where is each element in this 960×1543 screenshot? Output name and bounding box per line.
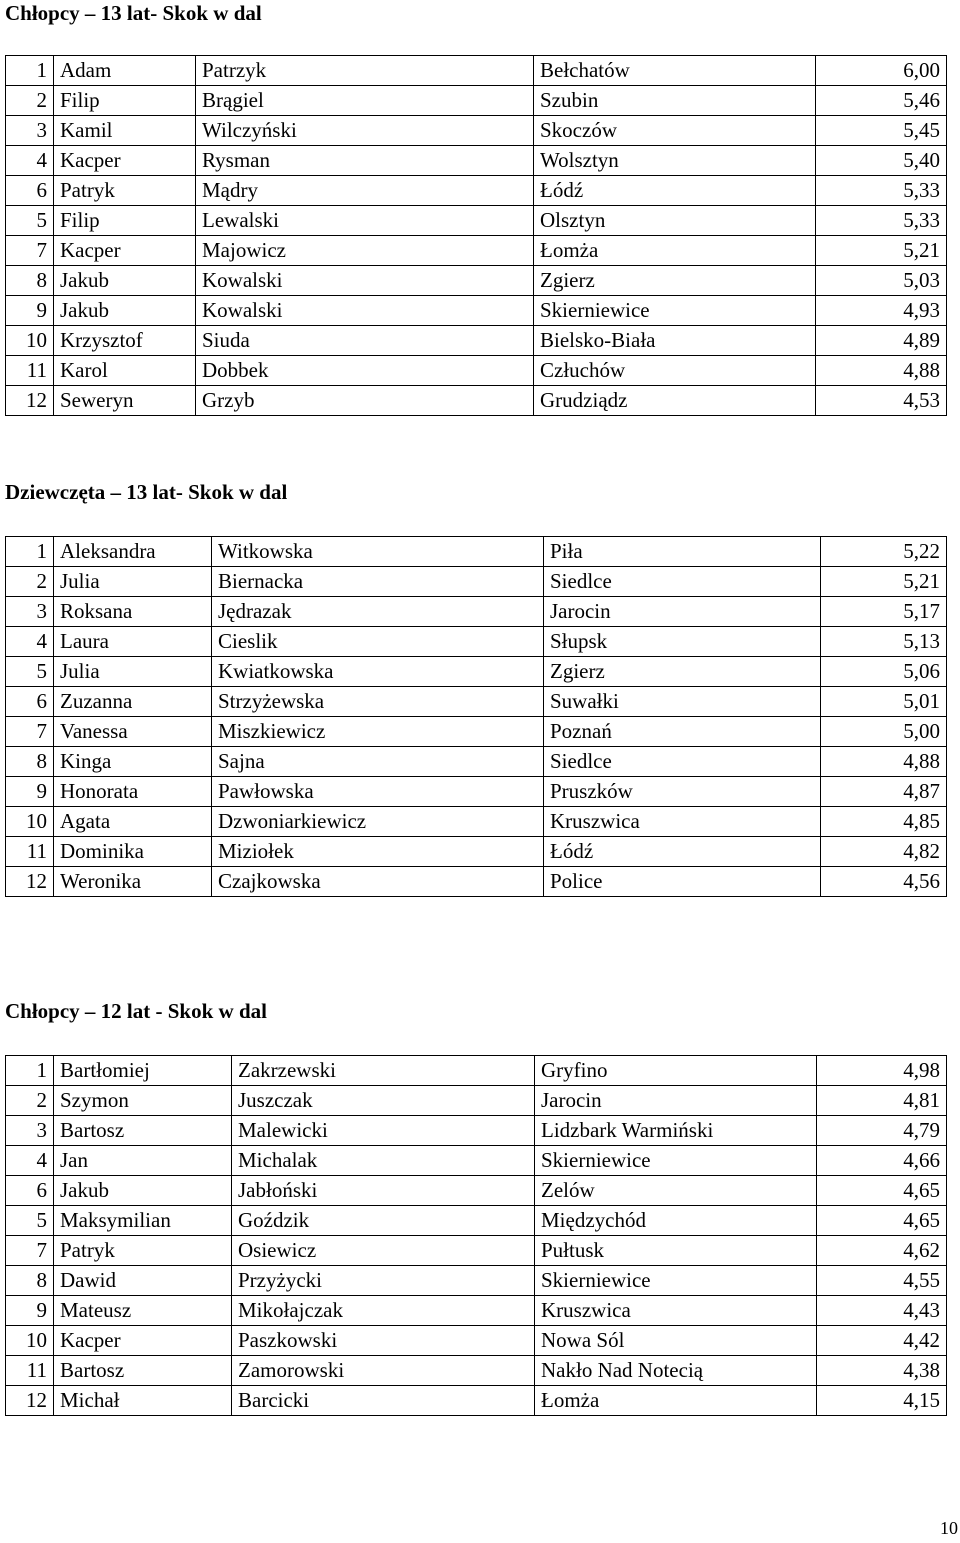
table-row (6, 837, 947, 867)
table-row (6, 657, 947, 687)
last-name-cell: Sajna (212, 747, 544, 777)
first-name-cell: Kacper (54, 236, 196, 266)
first-name-cell: Filip (54, 86, 196, 116)
section-title-boys-12: Chłopcy – 12 lat - Skok w dal (5, 999, 267, 1023)
last-name-cell: Kowalski (196, 266, 534, 296)
place-cell: 2 (6, 1086, 54, 1116)
result-cell: 4,42 (817, 1326, 947, 1356)
last-name-cell: Osiewicz (232, 1236, 535, 1266)
last-name-cell: Juszczak (232, 1086, 535, 1116)
first-name-cell: Julia (54, 567, 212, 597)
place-cell: 10 (6, 1326, 54, 1356)
place-cell: 4 (6, 627, 54, 657)
last-name-cell: Jędrazak (212, 597, 544, 627)
town-cell: Pruszków (544, 777, 821, 807)
table-row (6, 356, 947, 386)
place-cell: 8 (6, 1266, 54, 1296)
place-cell: 1 (6, 1056, 54, 1086)
result-cell: 5,03 (816, 266, 947, 296)
table-row (6, 146, 947, 176)
place-cell: 9 (6, 777, 54, 807)
place-cell: 5 (6, 1206, 54, 1236)
town-cell: Zgierz (534, 266, 816, 296)
last-name-cell: Goździk (232, 1206, 535, 1236)
first-name-cell: Patryk (54, 1236, 232, 1266)
table-row (6, 206, 947, 236)
town-cell: Olsztyn (534, 206, 816, 236)
last-name-cell: Przyżycki (232, 1266, 535, 1296)
town-cell: Suwałki (544, 687, 821, 717)
first-name-cell: Roksana (54, 597, 212, 627)
result-cell: 4,98 (817, 1056, 947, 1086)
table-row (6, 597, 947, 627)
result-cell: 4,88 (821, 747, 947, 777)
town-cell: Police (544, 867, 821, 897)
town-cell: Łódź (544, 837, 821, 867)
last-name-cell: Pawłowska (212, 777, 544, 807)
last-name-cell: Biernacka (212, 567, 544, 597)
table-row (6, 777, 947, 807)
table-row (6, 807, 947, 837)
results-table-boys-13 (5, 55, 947, 416)
table-row (6, 1386, 947, 1416)
first-name-cell: Krzysztof (54, 326, 196, 356)
result-cell: 5,22 (821, 537, 947, 567)
result-cell: 5,17 (821, 597, 947, 627)
first-name-cell: Patryk (54, 176, 196, 206)
first-name-cell: Mateusz (54, 1296, 232, 1326)
table-row (6, 116, 947, 146)
table-row (6, 176, 947, 206)
result-cell: 4,15 (817, 1386, 947, 1416)
town-cell: Słupsk (544, 627, 821, 657)
table-row (6, 1296, 947, 1326)
table-row (6, 567, 947, 597)
place-cell: 12 (6, 867, 54, 897)
last-name-cell: Lewalski (196, 206, 534, 236)
result-cell: 5,00 (821, 717, 947, 747)
first-name-cell: Laura (54, 627, 212, 657)
result-cell: 4,88 (816, 356, 947, 386)
result-cell: 5,33 (816, 206, 947, 236)
result-cell: 4,38 (817, 1356, 947, 1386)
first-name-cell: Bartosz (54, 1116, 232, 1146)
place-cell: 4 (6, 1146, 54, 1176)
last-name-cell: Kwiatkowska (212, 657, 544, 687)
last-name-cell: Zamorowski (232, 1356, 535, 1386)
place-cell: 5 (6, 657, 54, 687)
town-cell: Lidzbark Warmiński (535, 1116, 817, 1146)
section-title-girls-13: Dziewczęta – 13 lat- Skok w dal (5, 480, 288, 504)
last-name-cell: Dobbek (196, 356, 534, 386)
place-cell: 10 (6, 807, 54, 837)
table-row (6, 1326, 947, 1356)
first-name-cell: Zuzanna (54, 687, 212, 717)
table-row (6, 386, 947, 416)
table-row (6, 1206, 947, 1236)
table-row (6, 747, 947, 777)
first-name-cell: Dominika (54, 837, 212, 867)
town-cell: Międzychód (535, 1206, 817, 1236)
first-name-cell: Maksymilian (54, 1206, 232, 1236)
page-number: 10 (940, 1518, 958, 1538)
last-name-cell: Malewicki (232, 1116, 535, 1146)
table-row (6, 537, 947, 567)
results-table-body (6, 537, 947, 897)
last-name-cell: Miziołek (212, 837, 544, 867)
place-cell: 8 (6, 747, 54, 777)
first-name-cell: Bartosz (54, 1356, 232, 1386)
town-cell: Poznań (544, 717, 821, 747)
last-name-cell: Witkowska (212, 537, 544, 567)
result-cell: 5,21 (821, 567, 947, 597)
first-name-cell: Jakub (54, 1176, 232, 1206)
town-cell: Siedlce (544, 747, 821, 777)
last-name-cell: Siuda (196, 326, 534, 356)
last-name-cell: Barcicki (232, 1386, 535, 1416)
table-row (6, 86, 947, 116)
result-cell: 4,56 (821, 867, 947, 897)
town-cell: Bielsko-Biała (534, 326, 816, 356)
table-row (6, 1086, 947, 1116)
first-name-cell: Kamil (54, 116, 196, 146)
first-name-cell: Seweryn (54, 386, 196, 416)
place-cell: 11 (6, 356, 54, 386)
place-cell: 3 (6, 597, 54, 627)
result-cell: 4,62 (817, 1236, 947, 1266)
place-cell: 7 (6, 236, 54, 266)
first-name-cell: Bartłomiej (54, 1056, 232, 1086)
table-row (6, 1176, 947, 1206)
place-cell: 11 (6, 837, 54, 867)
first-name-cell: Michał (54, 1386, 232, 1416)
first-name-cell: Julia (54, 657, 212, 687)
place-cell: 3 (6, 1116, 54, 1146)
result-cell: 4,82 (821, 837, 947, 867)
place-cell: 1 (6, 56, 54, 86)
first-name-cell: Dawid (54, 1266, 232, 1296)
first-name-cell: Jan (54, 1146, 232, 1176)
results-table-girls-13 (5, 536, 947, 897)
results-table-boys-12 (5, 1055, 947, 1416)
place-cell: 8 (6, 266, 54, 296)
town-cell: Nowa Sól (535, 1326, 817, 1356)
first-name-cell: Kacper (54, 146, 196, 176)
place-cell: 2 (6, 567, 54, 597)
last-name-cell: Zakrzewski (232, 1056, 535, 1086)
place-cell: 2 (6, 86, 54, 116)
result-cell: 5,33 (816, 176, 947, 206)
place-cell: 12 (6, 386, 54, 416)
table-row (6, 867, 947, 897)
last-name-cell: Jabłoński (232, 1176, 535, 1206)
place-cell: 6 (6, 176, 54, 206)
result-cell: 4,66 (817, 1146, 947, 1176)
first-name-cell: Weronika (54, 867, 212, 897)
table-row (6, 1356, 947, 1386)
town-cell: Grudziądz (534, 386, 816, 416)
town-cell: Skierniewice (535, 1146, 817, 1176)
last-name-cell: Mądry (196, 176, 534, 206)
table-row (6, 687, 947, 717)
town-cell: Łomża (534, 236, 816, 266)
result-cell: 4,43 (817, 1296, 947, 1326)
place-cell: 9 (6, 296, 54, 326)
table-row (6, 296, 947, 326)
place-cell: 1 (6, 537, 54, 567)
results-table-body (6, 56, 947, 416)
last-name-cell: Kowalski (196, 296, 534, 326)
town-cell: Zelów (535, 1176, 817, 1206)
result-cell: 5,21 (816, 236, 947, 266)
result-cell: 6,00 (816, 56, 947, 86)
town-cell: Łomża (535, 1386, 817, 1416)
place-cell: 6 (6, 687, 54, 717)
first-name-cell: Karol (54, 356, 196, 386)
town-cell: Łódź (534, 176, 816, 206)
table-row (6, 1236, 947, 1266)
last-name-cell: Czajkowska (212, 867, 544, 897)
table-row (6, 1266, 947, 1296)
result-cell: 5,46 (816, 86, 947, 116)
result-cell: 4,65 (817, 1176, 947, 1206)
results-table-body (6, 1056, 947, 1416)
result-cell: 4,65 (817, 1206, 947, 1236)
town-cell: Nakło Nad Notecią (535, 1356, 817, 1386)
town-cell: Skoczów (534, 116, 816, 146)
last-name-cell: Majowicz (196, 236, 534, 266)
place-cell: 12 (6, 1386, 54, 1416)
table-row (6, 1056, 947, 1086)
section-title-boys-13: Chłopcy – 13 lat- Skok w dal (5, 1, 262, 25)
result-cell: 5,13 (821, 627, 947, 657)
first-name-cell: Adam (54, 56, 196, 86)
last-name-cell: Grzyb (196, 386, 534, 416)
last-name-cell: Mikołajczak (232, 1296, 535, 1326)
result-cell: 4,93 (816, 296, 947, 326)
first-name-cell: Jakub (54, 296, 196, 326)
town-cell: Gryfino (535, 1056, 817, 1086)
last-name-cell: Rysman (196, 146, 534, 176)
first-name-cell: Jakub (54, 266, 196, 296)
table-row (6, 1146, 947, 1176)
result-cell: 5,01 (821, 687, 947, 717)
town-cell: Człuchów (534, 356, 816, 386)
place-cell: 7 (6, 1236, 54, 1266)
first-name-cell: Vanessa (54, 717, 212, 747)
town-cell: Szubin (534, 86, 816, 116)
table-row (6, 326, 947, 356)
first-name-cell: Aleksandra (54, 537, 212, 567)
first-name-cell: Kinga (54, 747, 212, 777)
place-cell: 6 (6, 1176, 54, 1206)
place-cell: 9 (6, 1296, 54, 1326)
result-cell: 4,89 (816, 326, 947, 356)
result-cell: 5,06 (821, 657, 947, 687)
town-cell: Zgierz (544, 657, 821, 687)
last-name-cell: Cieslik (212, 627, 544, 657)
first-name-cell: Filip (54, 206, 196, 236)
result-cell: 4,79 (817, 1116, 947, 1146)
place-cell: 10 (6, 326, 54, 356)
town-cell: Kruszwica (544, 807, 821, 837)
table-row (6, 56, 947, 86)
table-row (6, 236, 947, 266)
place-cell: 11 (6, 1356, 54, 1386)
table-row (6, 627, 947, 657)
result-cell: 4,53 (816, 386, 947, 416)
first-name-cell: Kacper (54, 1326, 232, 1356)
last-name-cell: Dzwoniarkiewicz (212, 807, 544, 837)
table-row (6, 717, 947, 747)
result-cell: 5,45 (816, 116, 947, 146)
last-name-cell: Patrzyk (196, 56, 534, 86)
first-name-cell: Honorata (54, 777, 212, 807)
place-cell: 7 (6, 717, 54, 747)
place-cell: 3 (6, 116, 54, 146)
town-cell: Skierniewice (535, 1266, 817, 1296)
town-cell: Jarocin (544, 597, 821, 627)
result-cell: 4,55 (817, 1266, 947, 1296)
town-cell: Wolsztyn (534, 146, 816, 176)
table-row (6, 1116, 947, 1146)
last-name-cell: Wilczyński (196, 116, 534, 146)
result-cell: 4,87 (821, 777, 947, 807)
town-cell: Bełchatów (534, 56, 816, 86)
town-cell: Piła (544, 537, 821, 567)
town-cell: Siedlce (544, 567, 821, 597)
last-name-cell: Michalak (232, 1146, 535, 1176)
place-cell: 4 (6, 146, 54, 176)
last-name-cell: Paszkowski (232, 1326, 535, 1356)
last-name-cell: Brągiel (196, 86, 534, 116)
town-cell: Skierniewice (534, 296, 816, 326)
town-cell: Kruszwica (535, 1296, 817, 1326)
town-cell: Pułtusk (535, 1236, 817, 1266)
town-cell: Jarocin (535, 1086, 817, 1116)
result-cell: 4,85 (821, 807, 947, 837)
last-name-cell: Strzyżewska (212, 687, 544, 717)
first-name-cell: Szymon (54, 1086, 232, 1116)
table-row (6, 266, 947, 296)
result-cell: 5,40 (816, 146, 947, 176)
last-name-cell: Miszkiewicz (212, 717, 544, 747)
result-cell: 4,81 (817, 1086, 947, 1116)
place-cell: 5 (6, 206, 54, 236)
first-name-cell: Agata (54, 807, 212, 837)
